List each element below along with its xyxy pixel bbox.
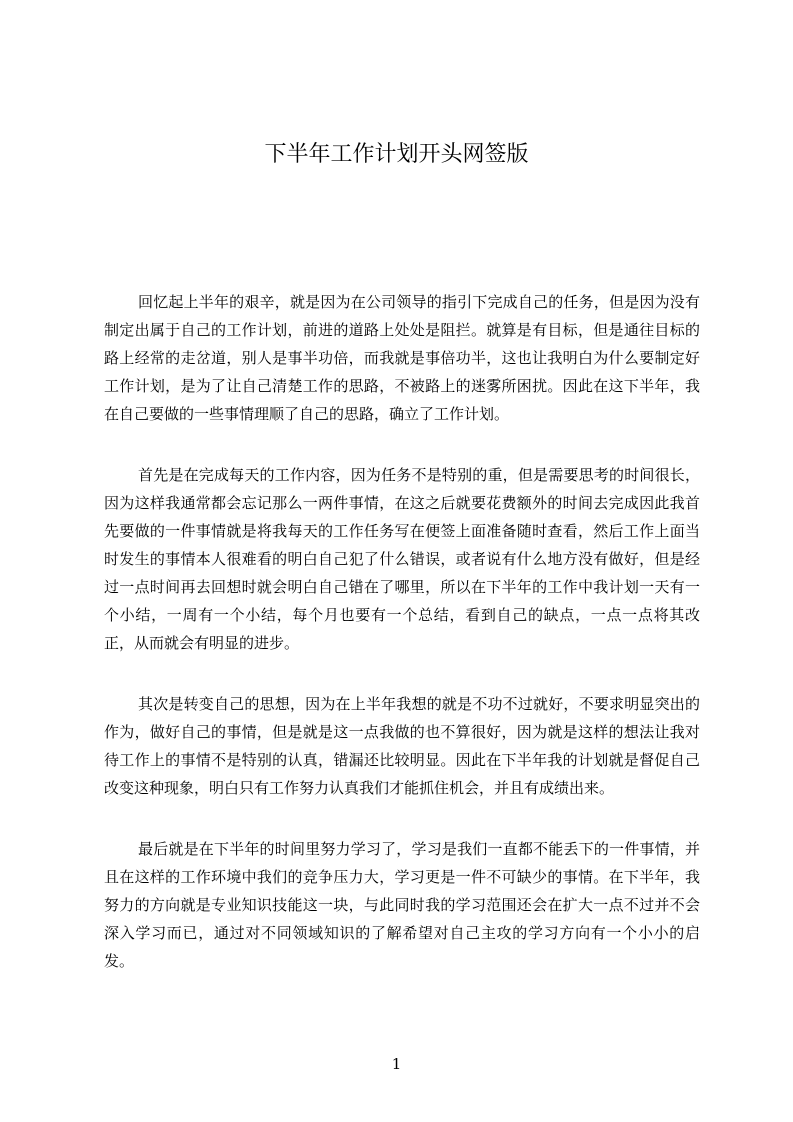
page-number: 1 bbox=[391, 1055, 402, 1073]
paragraph-3: 其次是转变自己的思想，因为在上半年我想的就是不功不过就好，不要求明显突出的作为，做好自己的事情，但是就是这一点我做的也不算很好，因为就是这样的想法让我对待工作上的事情不是特别的认真，错漏还比较明显。因此在下半年我的计划就是督促自己改变这种现象，明白只有工作努力认真我们才能抓住机会，并且有成绩出来。 bbox=[104, 695, 700, 797]
document-body bbox=[104, 288, 700, 1008]
paragraph-2: 首先是在完成每天的工作内容，因为任务不是特别的重，但是需要思考的时间很长，因为这样我通常都会忘记那么一两件事情，在这之后就要花费额外的时间去完成因此我首先要做的一件事情就是将我每天的工作任务写在便签上面准备随时查看，然后工作上面当时发生的事情本人很难看的明白自己犯了什么错误，或者说有什么地方没有做好，但是经过一点时间再去回想时就会明白自己错在了哪里，所以在下半年的工作中我计划一天有一个小结，一周有一个小结，每个月也要有一个总结，看到自己的缺点，一点一点将其改正，从而就会有明显的进步。 bbox=[104, 466, 700, 652]
paragraph-1: 回忆起上半年的艰辛，就是因为在公司领导的指引下完成自己的任务，但是因为没有制定出属于自己的工作计划，前进的道路上处处是阻拦。就算是有目标，但是通往目标的路上经常的走岔道，别人是事半功倍，而我就是事倍功半，这也让我明白为什么要制定好工作计划，是为了让自己清楚工作的思路，不被路上的迷雾所困扰。因此在这下半年，我在自己要做的一些事情理顺了自己的思路，确立了工作计划。 bbox=[104, 293, 700, 423]
page-title: 下半年工作计划开头网签版 bbox=[264, 142, 529, 167]
paragraph-4: 最后就是在下半年的时间里努力学习了，学习是我们一直都不能丢下的一件事情，并且在这样的工作环境中我们的竞争压力大，学习更是一件不可缺少的事情。在下半年，我努力的方向就是专业知识技能这一块，与此同时我的学习范围还会在扩大一点不过并不会深入学习而已，通过对不同领域知识的了解希望对自己主攻的学习方向有一个小小的启发。 bbox=[104, 840, 700, 970]
